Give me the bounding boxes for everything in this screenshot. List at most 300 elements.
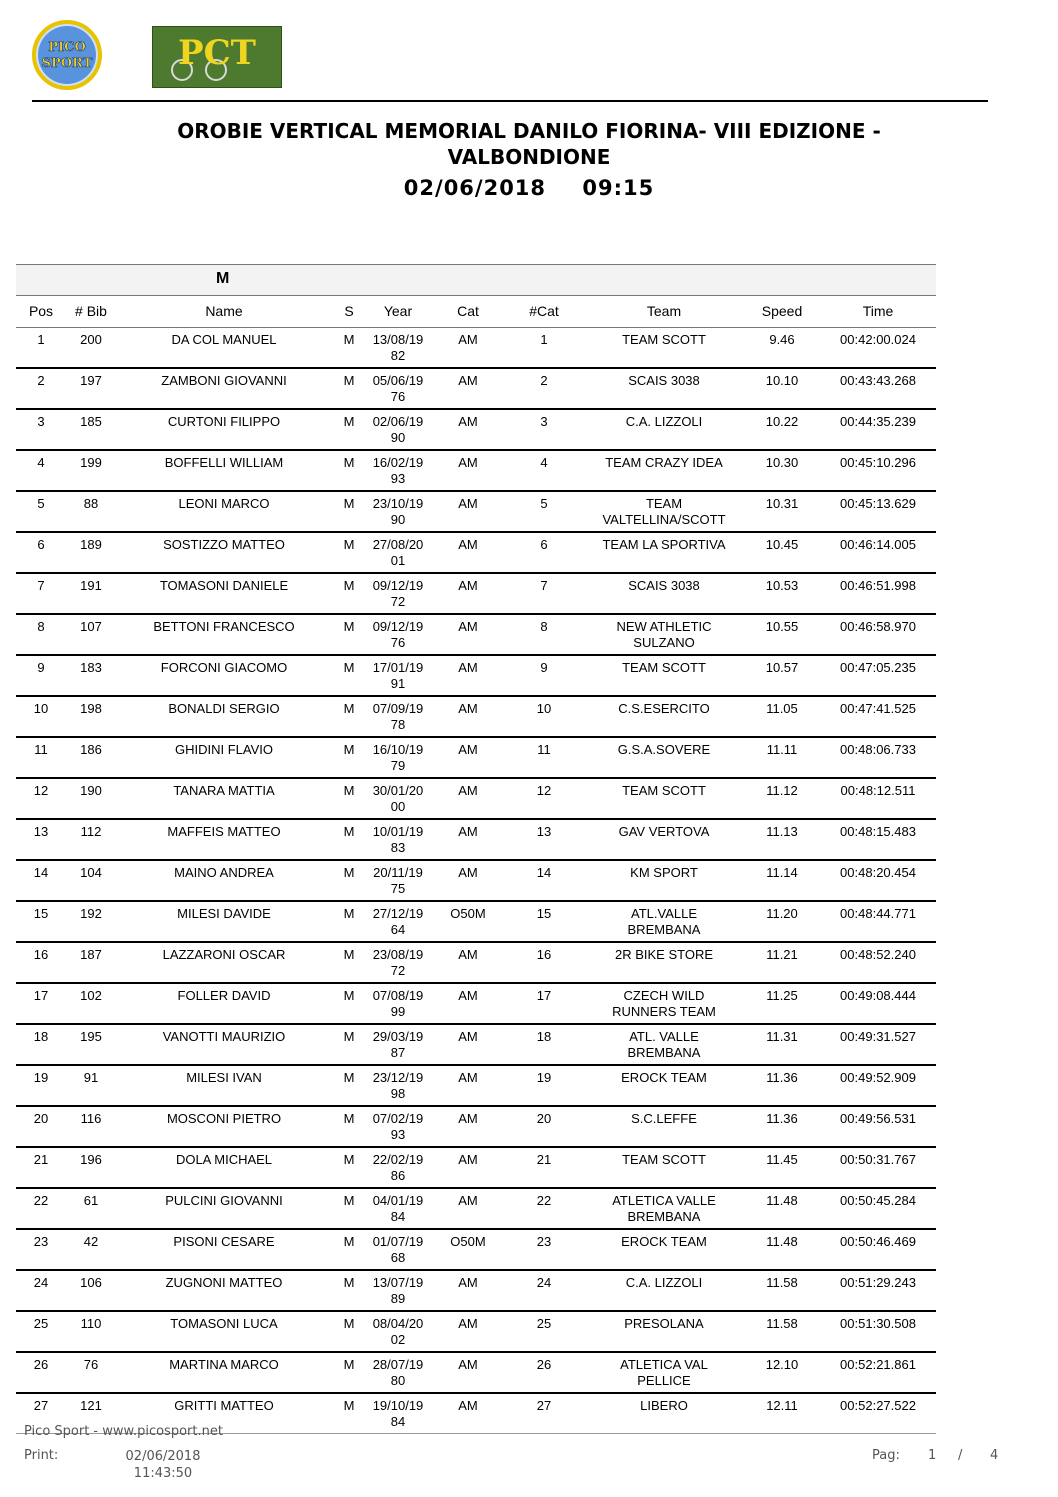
table-row: [16, 861, 936, 902]
event-datetime: [0, 176, 1058, 200]
cell-year: [366, 906, 430, 938]
cell-pos: 14: [33, 865, 49, 880]
table-row: [16, 738, 936, 779]
cell-team: [584, 1316, 744, 1332]
cell-cat: AM: [458, 1398, 478, 1413]
cell-year: [366, 1029, 430, 1061]
cell-sex: M: [343, 1152, 355, 1167]
title-line-2: VALBONDIONE: [447, 145, 611, 169]
cell-team-line: ATL.VALLE: [631, 906, 697, 921]
cell-bib: 187: [80, 947, 102, 962]
cell-cat-rank: 8: [540, 619, 548, 634]
cell-time: 00:51:29.243: [840, 1275, 916, 1290]
cell-sex: M: [343, 332, 355, 347]
cell-pos: 23: [33, 1234, 49, 1249]
cell-cat: AM: [458, 701, 478, 716]
cell-pos: 24: [33, 1275, 49, 1290]
cell-name: LAZZARONI OSCAR: [162, 947, 286, 962]
table-row: [16, 1148, 936, 1189]
cell-speed: 11.21: [766, 947, 798, 962]
cell-team: [584, 1357, 744, 1389]
cell-time: 00:49:56.531: [840, 1111, 916, 1126]
cell-bib: 195: [80, 1029, 102, 1044]
cell-sex: M: [343, 1193, 355, 1208]
cell-name: FOLLER DAVID: [177, 988, 271, 1003]
cell-year-line: 82: [390, 348, 406, 363]
cell-time: 00:43:43.268: [840, 373, 916, 388]
cell-cat: AM: [458, 496, 478, 511]
cell-pos: 22: [33, 1193, 49, 1208]
cell-pos: 10: [33, 701, 49, 716]
cell-year-line: 28/07/19: [372, 1357, 424, 1372]
cell-speed: 10.53: [765, 578, 799, 593]
cell-sex: M: [343, 701, 355, 716]
cell-name: GHIDINI FLAVIO: [175, 742, 273, 757]
cell-year-line: 84: [390, 1209, 406, 1224]
cell-sex: M: [343, 1029, 355, 1044]
cell-speed: 10.30: [765, 455, 799, 470]
cell-year-line: 72: [390, 963, 406, 978]
cell-year-line: 89: [390, 1291, 406, 1306]
event-date: 02/06/2018: [403, 176, 547, 200]
cell-speed: 11.36: [766, 1111, 798, 1126]
cell-time: 00:46:58.970: [840, 619, 916, 634]
cell-cat-rank: 1: [540, 332, 548, 347]
cell-cat-rank: 10: [536, 701, 552, 716]
cell-cat-rank: 21: [536, 1152, 552, 1167]
cell-speed: 11.11: [766, 742, 798, 757]
cell-sex: M: [343, 988, 355, 1003]
cell-year-line: 93: [390, 471, 406, 486]
cell-year: [366, 947, 430, 979]
cell-cat: AM: [458, 537, 478, 552]
cell-cat: AM: [458, 455, 478, 470]
cell-team: [584, 783, 744, 799]
table-row: [16, 1107, 936, 1148]
group-label: M: [216, 270, 230, 287]
cell-year-line: 90: [390, 430, 406, 445]
cell-sex: M: [343, 742, 355, 757]
page-title: [0, 118, 1058, 170]
cell-year: [366, 537, 430, 569]
table-row: [16, 1066, 936, 1107]
cell-sex: M: [343, 660, 355, 675]
cell-year-line: 87: [390, 1045, 406, 1060]
cell-year-line: 79: [390, 758, 406, 773]
cell-year: [366, 1398, 430, 1430]
cell-cat: AM: [458, 1316, 478, 1331]
cell-speed: 10.31: [765, 496, 799, 511]
cell-name: PULCINI GIOVANNI: [165, 1193, 283, 1208]
cell-time: 00:48:15.483: [840, 824, 916, 839]
col-team: Team: [646, 303, 682, 319]
table-row: [16, 369, 936, 410]
cell-year-line: 19/10/19: [372, 1398, 424, 1413]
cell-speed: 10.57: [765, 660, 799, 675]
cell-team-line: 2R BIKE STORE: [614, 947, 713, 962]
cell-name: MARTINA MARCO: [169, 1357, 279, 1372]
cell-name: LEONI MARCO: [178, 496, 270, 511]
cell-sex: M: [343, 865, 355, 880]
cell-cat: AM: [458, 1111, 478, 1126]
cell-team-line: S.C.LEFFE: [631, 1111, 697, 1126]
cell-bib: 102: [80, 988, 102, 1003]
cell-year-line: 20/11/19: [373, 865, 423, 880]
cell-pos: 25: [33, 1316, 49, 1331]
table-row: [16, 1230, 936, 1271]
footer-page-label: Pag:: [872, 1448, 900, 1463]
cell-cat-rank: 2: [540, 373, 548, 388]
cell-year-line: 17/01/19: [372, 660, 424, 675]
cell-team-line: C.A. LIZZOLI: [625, 414, 703, 429]
cell-cat-rank: 6: [540, 537, 548, 552]
cell-year: [366, 701, 430, 733]
cell-cat-rank: 16: [536, 947, 552, 962]
footer-page-separator: /: [958, 1448, 963, 1463]
cell-bib: 185: [80, 414, 102, 429]
cell-speed: 11.12: [766, 783, 798, 798]
cell-year: [366, 1357, 430, 1389]
cell-bib: 88: [83, 496, 99, 511]
table-row: [16, 943, 936, 984]
cell-bib: 61: [83, 1193, 99, 1208]
cell-team: [584, 1234, 744, 1250]
cell-cat-rank: 19: [536, 1070, 552, 1085]
cell-time: 00:50:31.767: [840, 1152, 916, 1167]
cell-speed: 10.22: [765, 414, 799, 429]
table-row: [16, 656, 936, 697]
cell-cat: AM: [458, 1193, 478, 1208]
cell-year: [366, 455, 430, 487]
table-row: [16, 820, 936, 861]
svg-text:PCT: PCT: [178, 33, 256, 73]
cell-time: 00:47:41.525: [840, 701, 916, 716]
cell-cat-rank: 5: [540, 496, 548, 511]
cell-name: BOFFELLI WILLIAM: [164, 455, 284, 470]
cell-bib: 76: [83, 1357, 99, 1372]
cell-pos: 9: [37, 660, 45, 675]
cell-pos: 20: [33, 1111, 49, 1126]
cell-name: BONALDI SERGIO: [168, 701, 280, 716]
cell-team: [584, 414, 744, 430]
cell-bib: 112: [80, 824, 102, 839]
footer-site: Pico Sport - www.picosport.net: [24, 1424, 223, 1439]
cell-year: [366, 824, 430, 856]
cell-cat: AM: [458, 988, 478, 1003]
cell-year: [366, 1234, 430, 1266]
cell-team-line: PELLICE: [637, 1373, 691, 1388]
cell-year-line: 93: [390, 1127, 406, 1142]
cell-team-line: NEW ATHLETIC: [616, 619, 712, 634]
cell-team: [584, 537, 744, 553]
cell-cat: AM: [458, 619, 478, 634]
cell-bib: 110: [80, 1316, 102, 1331]
cell-cat: AM: [458, 414, 478, 429]
cell-cat: AM: [458, 1070, 478, 1085]
cell-cat-rank: 25: [536, 1316, 552, 1331]
cell-name: PISONI CESARE: [173, 1234, 275, 1249]
cell-year-line: 07/02/19: [372, 1111, 424, 1126]
cell-cat-rank: 17: [536, 988, 552, 1003]
cell-name: ZAMBONI GIOVANNI: [161, 373, 287, 388]
footer-print-time: 11:43:50: [133, 1466, 193, 1481]
cell-year: [366, 1152, 430, 1184]
cell-year-line: 75: [390, 881, 406, 896]
cell-team-line: CZECH WILD: [623, 988, 705, 1003]
cell-team-line: TEAM LA SPORTIVA: [602, 537, 726, 552]
cell-name: FORCONI GIACOMO: [160, 660, 288, 675]
cell-year-line: 72: [390, 594, 406, 609]
cell-bib: 107: [80, 619, 102, 634]
cell-year-line: 76: [390, 389, 406, 404]
cell-team-line: TEAM SCOTT: [622, 660, 706, 675]
cell-cat: AM: [458, 783, 478, 798]
cell-cat: AM: [458, 578, 478, 593]
cell-time: 00:49:31.527: [840, 1029, 916, 1044]
cell-team: [584, 1152, 744, 1168]
cell-bib: 183: [80, 660, 102, 675]
cell-sex: M: [343, 496, 355, 511]
cell-year-line: 08/04/20: [372, 1316, 424, 1331]
cell-team-line: TEAM SCOTT: [622, 783, 706, 798]
table-row: [16, 1353, 936, 1394]
cell-name: MOSCONI PIETRO: [166, 1111, 282, 1126]
cell-team: [584, 455, 744, 471]
table-row: [16, 697, 936, 738]
cell-team: [584, 824, 744, 840]
cell-name: DOLA MICHAEL: [175, 1152, 273, 1167]
cell-speed: 11.48: [766, 1234, 798, 1249]
cell-year-line: 01: [390, 553, 406, 568]
cell-time: 00:48:06.733: [840, 742, 916, 757]
cell-pos: 21: [33, 1152, 49, 1167]
table-row: [16, 984, 936, 1025]
cell-year: [366, 1316, 430, 1348]
footer-print-date: 02/06/2018: [125, 1449, 201, 1464]
cell-year: [366, 578, 430, 610]
cell-bib: 91: [83, 1070, 99, 1085]
cell-year-line: 13/07/19: [372, 1275, 424, 1290]
cell-name: MAFFEIS MATTEO: [167, 824, 281, 839]
cell-cat-rank: 24: [536, 1275, 552, 1290]
cell-team: [584, 1398, 744, 1414]
cell-time: 00:52:21.861: [840, 1357, 916, 1372]
table-row: [16, 1189, 936, 1230]
cell-time: 00:47:05.235: [840, 660, 916, 675]
cell-cat-rank: 12: [536, 783, 552, 798]
cell-bib: 191: [80, 578, 102, 593]
cell-team-line: TEAM SCOTT: [622, 332, 706, 347]
cell-time: 00:48:12.511: [840, 783, 916, 798]
cell-pos: 26: [33, 1357, 49, 1372]
cell-year-line: 22/02/19: [372, 1152, 424, 1167]
cell-year-line: 91: [390, 676, 406, 691]
cell-pos: 11: [34, 742, 48, 757]
table-row: [16, 1271, 936, 1312]
cell-speed: 12.11: [766, 1398, 798, 1413]
cell-cat-rank: 23: [536, 1234, 552, 1249]
cell-year-line: 84: [390, 1414, 406, 1429]
cell-sex: M: [343, 373, 355, 388]
cell-bib: 106: [80, 1275, 102, 1290]
cell-sex: M: [343, 1357, 355, 1372]
cell-time: 00:49:08.444: [840, 988, 916, 1003]
cell-sex: M: [343, 824, 355, 839]
cell-team: [584, 619, 744, 651]
cell-speed: 10.55: [765, 619, 799, 634]
cell-year: [366, 332, 430, 364]
cell-team: [584, 1111, 744, 1127]
cell-cat: AM: [458, 742, 478, 757]
cell-time: 00:48:20.454: [840, 865, 916, 880]
cell-team-line: G.S.A.SOVERE: [617, 742, 711, 757]
cell-speed: 11.31: [766, 1029, 798, 1044]
cell-year-line: 09/12/19: [372, 619, 424, 634]
cell-cat-rank: 26: [536, 1357, 552, 1372]
cell-cat-rank: 11: [537, 742, 551, 757]
event-time: 09:15: [582, 176, 655, 200]
cell-cat: AM: [458, 865, 478, 880]
cell-team-line: BREMBANA: [627, 1209, 701, 1224]
cell-year-line: 13/08/19: [372, 332, 424, 347]
cell-sex: M: [343, 1275, 355, 1290]
cell-team-line: EROCK TEAM: [621, 1234, 707, 1249]
cell-team: [584, 947, 744, 963]
cell-bib: 198: [80, 701, 102, 716]
cell-team-line: TEAM SCOTT: [622, 1152, 706, 1167]
footer-page-current: 1: [928, 1448, 937, 1463]
cell-year-line: 78: [390, 717, 406, 732]
cell-cat-rank: 18: [536, 1029, 552, 1044]
cell-time: 00:50:45.284: [840, 1193, 916, 1208]
table-row: [16, 451, 936, 492]
cell-time: 00:46:51.998: [840, 578, 916, 593]
cell-sex: M: [343, 1111, 355, 1126]
cell-cat-rank: 9: [540, 660, 548, 675]
cell-team-line: BREMBANA: [627, 1045, 701, 1060]
table-row: [16, 779, 936, 820]
cell-time: 00:48:44.771: [840, 906, 916, 921]
cell-sex: M: [343, 906, 355, 921]
table-row: [16, 1312, 936, 1353]
cell-year: [366, 1275, 430, 1307]
cell-year: [366, 742, 430, 774]
cell-cat-rank: 22: [536, 1193, 552, 1208]
cell-sex: M: [343, 1070, 355, 1085]
cell-speed: 11.20: [766, 906, 798, 921]
cell-year-line: 16/10/19: [372, 742, 424, 757]
cell-cat-rank: 7: [540, 578, 548, 593]
cell-year-line: 64: [390, 922, 406, 937]
cell-speed: 11.58: [766, 1275, 798, 1290]
cell-cat: AM: [458, 1152, 478, 1167]
pico-sport-logo: [30, 20, 104, 90]
cell-pos: 2: [37, 373, 45, 388]
cell-year: [366, 1111, 430, 1143]
cell-team: [584, 701, 744, 717]
cell-name: VANOTTI MAURIZIO: [162, 1029, 286, 1044]
cell-year-line: 27/08/20: [372, 537, 424, 552]
cell-team: [584, 496, 744, 528]
cell-name: TANARA MATTIA: [173, 783, 275, 798]
cell-year-line: 80: [390, 1373, 406, 1388]
cell-pos: 13: [33, 824, 49, 839]
col-year: Year: [383, 303, 413, 319]
cell-pos: 17: [33, 988, 49, 1003]
cell-team: [584, 906, 744, 938]
cell-name: DA COL MANUEL: [171, 332, 277, 347]
cell-sex: M: [343, 1398, 355, 1413]
cell-bib: 199: [80, 455, 102, 470]
group-header: [16, 264, 936, 296]
cell-name: SOSTIZZO MATTEO: [163, 537, 285, 552]
cell-pos: 16: [33, 947, 49, 962]
cell-team: [584, 988, 744, 1020]
cell-speed: 11.58: [766, 1316, 798, 1331]
header-rule: [32, 100, 988, 102]
cell-team: [584, 1070, 744, 1086]
cell-sex: M: [343, 1234, 355, 1249]
cell-pos: 7: [37, 578, 45, 593]
cell-year-line: 27/12/19: [372, 906, 424, 921]
cell-year-line: 05/06/19: [372, 373, 424, 388]
cell-pos: 19: [33, 1070, 49, 1085]
results-table: [16, 264, 936, 1434]
cell-time: 00:51:30.508: [840, 1316, 916, 1331]
cell-year: [366, 865, 430, 897]
cell-bib: 196: [80, 1152, 102, 1167]
cell-team-line: GAV VERTOVA: [618, 824, 710, 839]
cell-pos: 6: [37, 537, 45, 552]
cell-team-line: BREMBANA: [627, 922, 701, 937]
cell-year-line: 07/09/19: [372, 701, 424, 716]
cell-year-line: 02/06/19: [372, 414, 424, 429]
cell-team-line: C.A. LIZZOLI: [625, 1275, 703, 1290]
cell-pos: 3: [37, 414, 45, 429]
cell-sex: M: [343, 578, 355, 593]
cell-year-line: 01/07/19: [372, 1234, 424, 1249]
cell-name: TOMASONI DANIELE: [159, 578, 289, 593]
cell-bib: 190: [80, 783, 102, 798]
cell-name: GRITTI MATTEO: [174, 1398, 274, 1413]
col-sex: S: [344, 303, 354, 319]
table-row: [16, 1025, 936, 1066]
cell-sex: M: [343, 947, 355, 962]
cell-bib: 42: [83, 1234, 99, 1249]
cell-year-line: 99: [390, 1004, 406, 1019]
cell-year-line: 76: [390, 635, 406, 650]
cell-cat: AM: [458, 373, 478, 388]
cell-pos: 15: [33, 906, 49, 921]
cell-sex: M: [343, 537, 355, 552]
table-row: [16, 533, 936, 574]
cell-year-line: 07/08/19: [372, 988, 424, 1003]
cell-cat-rank: 3: [540, 414, 548, 429]
cell-speed: 12.10: [765, 1357, 799, 1372]
cell-year: [366, 1070, 430, 1102]
cell-team-line: VALTELLINA/SCOTT: [602, 512, 726, 527]
cell-speed: 11.14: [766, 865, 798, 880]
table-row: [16, 902, 936, 943]
cell-year-line: 86: [390, 1168, 406, 1183]
cell-time: 00:49:52.909: [840, 1070, 916, 1085]
pct-logo: [152, 26, 282, 88]
col-name: Name: [205, 303, 243, 319]
cell-year-line: 09/12/19: [372, 578, 424, 593]
cell-name: MILESI IVAN: [186, 1070, 262, 1085]
cell-time: 00:45:13.629: [840, 496, 916, 511]
cell-pos: 27: [33, 1398, 49, 1413]
